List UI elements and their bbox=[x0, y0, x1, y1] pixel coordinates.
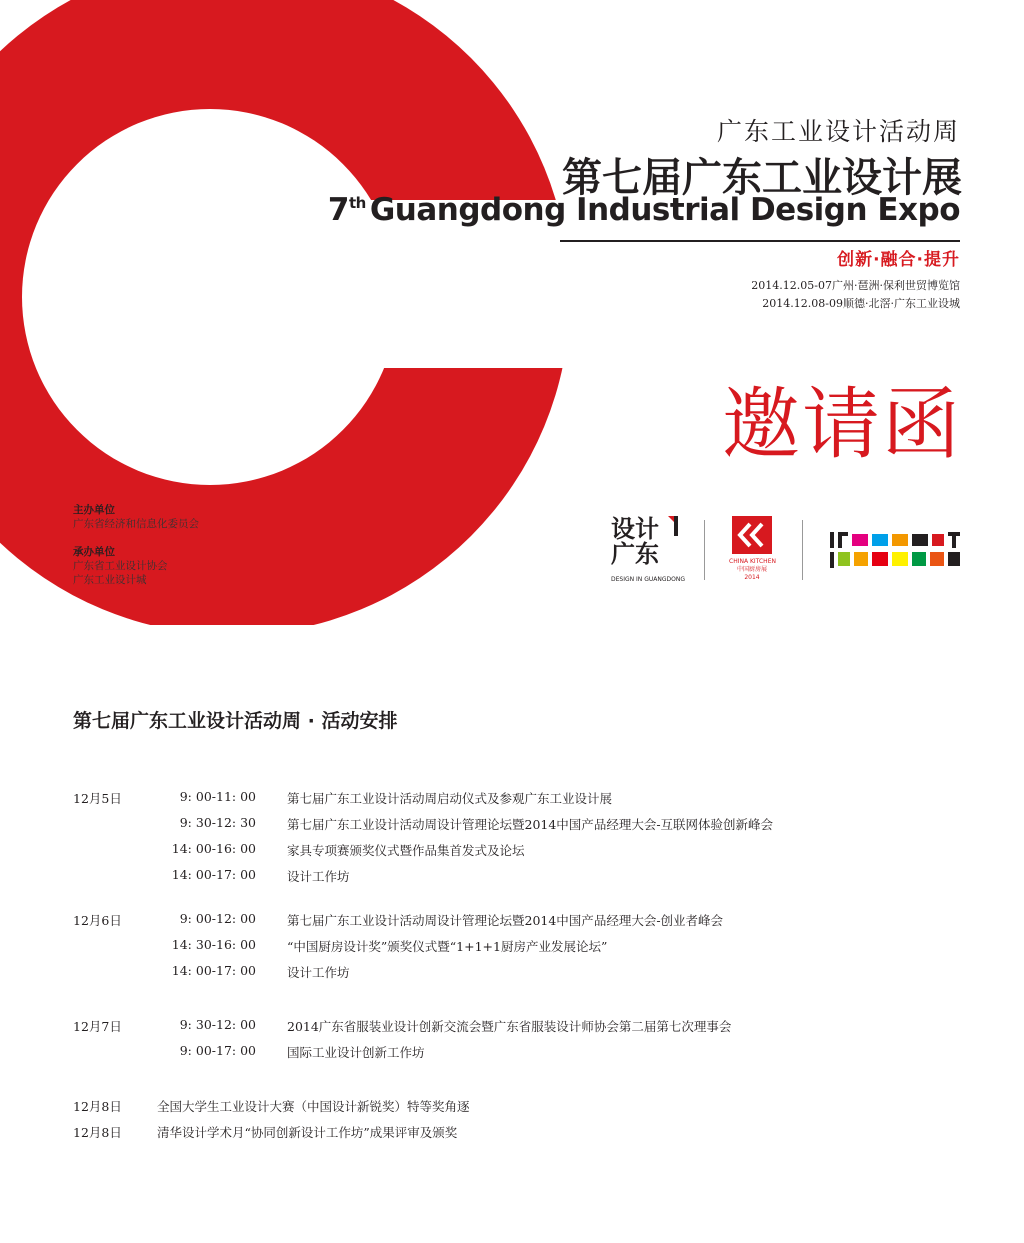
design-guangdong-en: DESIGN IN GUANGDONG bbox=[611, 576, 685, 583]
schedule-event: 设计工作坊 bbox=[287, 869, 350, 884]
schedule-date: 12月8日 bbox=[73, 1125, 122, 1140]
title-en-ordinal: th bbox=[348, 194, 366, 212]
logo-separator bbox=[704, 520, 705, 580]
host-label: 主办单位 bbox=[73, 504, 115, 516]
schedule-event: 家具专项赛颁奖仪式暨作品集首发式及论坛 bbox=[287, 843, 525, 858]
design-guangdong-mark-icon bbox=[666, 516, 678, 536]
co-organizer-name: 广东工业设计城 bbox=[73, 574, 147, 586]
co-organizer-name: 广东省工业设计协会 bbox=[73, 560, 168, 572]
china-kitchen-cn: 中国厨房展 bbox=[736, 566, 767, 573]
invitation-heading: 邀请函 bbox=[721, 380, 962, 470]
schedule-row bbox=[73, 932, 953, 958]
date-line-guangzhou: 2014.12.05-07广州·琶洲·保利世贸博览馆 bbox=[751, 279, 960, 292]
schedule-event: 第七届广东工业设计活动周设计管理论坛暨2014中国产品经理大会-互联网体验创新峰会 bbox=[287, 817, 774, 832]
schedule-event: 国际工业设计创新工作坊 bbox=[287, 1045, 425, 1060]
schedule-row bbox=[73, 836, 953, 862]
china-kitchen-label bbox=[729, 558, 775, 582]
schedule-event: “中国厨房设计奖”颁奖仪式暨“1+1+1厨房产业发展论坛” bbox=[287, 939, 608, 954]
title-en-number: 7 bbox=[327, 192, 349, 228]
design-mosaic-logo-icon bbox=[830, 528, 962, 572]
schedule-row bbox=[73, 810, 953, 836]
china-kitchen-year: 2014 bbox=[744, 574, 760, 581]
schedule-row bbox=[73, 1012, 953, 1038]
schedule-time: 14: 00-16: 00 bbox=[171, 841, 256, 856]
schedule-time: 14: 00-17: 00 bbox=[171, 867, 256, 882]
schedule-time: 14: 00-17: 00 bbox=[171, 963, 256, 978]
schedule-time: 14: 30-16: 00 bbox=[171, 937, 256, 952]
co-organizer-label: 承办单位 bbox=[73, 546, 115, 558]
schedule-row bbox=[73, 906, 953, 932]
organizers bbox=[73, 503, 199, 587]
schedule-event: 第七届广东工业设计活动周启动仪式及参观广东工业设计展 bbox=[287, 791, 613, 806]
schedule-event: 全国大学生工业设计大赛（中国设计新锐奖）特等奖角逐 bbox=[157, 1099, 470, 1114]
schedule-date: 12月5日 bbox=[73, 791, 122, 806]
event-dates bbox=[751, 277, 960, 313]
expo-title-cn: 第七届广东工业设计展 bbox=[562, 154, 962, 201]
schedule-row bbox=[73, 1038, 953, 1064]
china-kitchen-logo-icon bbox=[732, 516, 772, 554]
title-en-text: Guangdong Industrial Design Expo bbox=[369, 192, 960, 228]
schedule-date: 12月6日 bbox=[73, 913, 122, 928]
schedule-row bbox=[73, 958, 953, 984]
schedule-event: 2014广东省服装业设计创新交流会暨广东省服装设计师协会第二届第七次理事会 bbox=[287, 1019, 732, 1034]
slogan: 创新·融合·提升 bbox=[837, 250, 960, 270]
schedule-date: 12月7日 bbox=[73, 1019, 122, 1034]
schedule-row bbox=[73, 1092, 953, 1118]
schedule-event: 第七届广东工业设计活动周设计管理论坛暨2014中国产品经理大会-创业者峰会 bbox=[287, 913, 724, 928]
title-divider bbox=[560, 240, 960, 242]
schedule-date: 12月8日 bbox=[73, 1099, 122, 1114]
host-name: 广东省经济和信息化委员会 bbox=[73, 518, 199, 530]
schedule-event: 设计工作坊 bbox=[287, 965, 350, 980]
design-guangdong-logo: 设计广东 bbox=[611, 514, 659, 568]
china-kitchen-en: CHINA KITCHEN bbox=[729, 558, 776, 565]
schedule-table bbox=[73, 784, 953, 1144]
expo-title-en bbox=[328, 192, 960, 228]
partner-logos bbox=[608, 514, 960, 589]
schedule-event: 清华设计学术月“协同创新设计工作坊”成果评审及颁奖 bbox=[157, 1125, 458, 1140]
schedule-title: 第七届广东工业设计活动周 · 活动安排 bbox=[73, 710, 398, 732]
date-line-shunde: 2014.12.08-09顺德·北滘·广东工业设城 bbox=[762, 297, 960, 310]
schedule-time: 9: 30-12: 30 bbox=[179, 815, 256, 830]
schedule-time: 9: 00-11: 00 bbox=[179, 789, 256, 804]
logo-separator bbox=[802, 520, 803, 580]
schedule-row bbox=[73, 1118, 953, 1144]
schedule-time: 9: 30-12: 00 bbox=[179, 1017, 256, 1032]
schedule-row bbox=[73, 784, 953, 810]
schedule-row bbox=[73, 862, 953, 888]
schedule-time: 9: 00-12: 00 bbox=[179, 911, 256, 926]
event-subtitle: 广东工业设计活动周 bbox=[716, 117, 960, 146]
schedule-time: 9: 00-17: 00 bbox=[179, 1043, 256, 1058]
